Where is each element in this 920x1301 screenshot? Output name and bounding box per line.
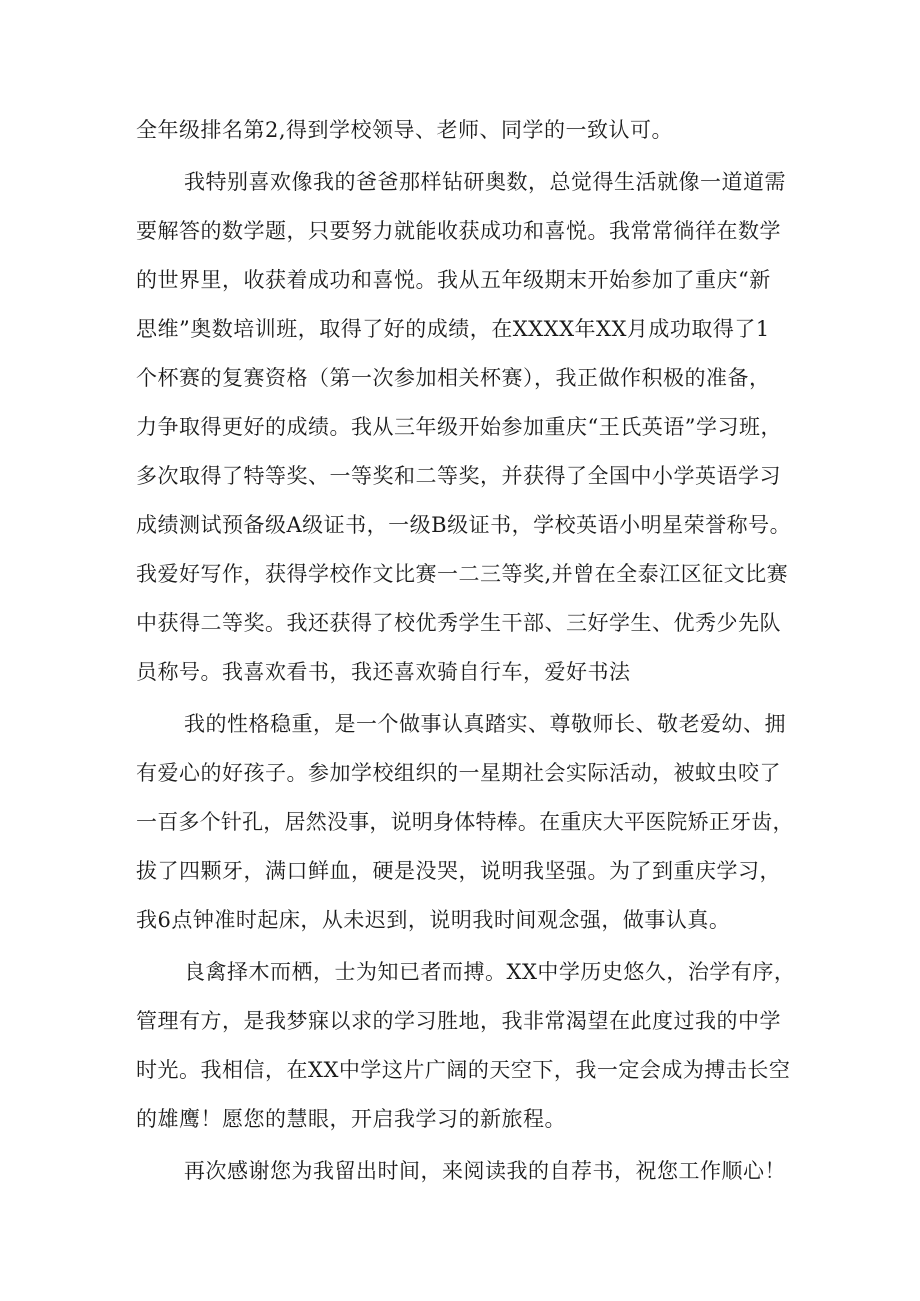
text-line-22: 再次感谢您为我留出时间，来阅读我的自荐书，祝您工作顺心！ bbox=[184, 1159, 786, 1183]
text-line-1: 全年级排名第2,得到学校领导、老师、同学的一致认可。 bbox=[136, 118, 674, 142]
text-line-17: 我6点钟准时起床，从未迟到，说明我时间观念强，做事认真。 bbox=[136, 908, 731, 932]
text-line-12: 员称号。我喜欢看书，我还喜欢骑自行车，爱好书法 bbox=[136, 660, 631, 684]
text-line-18: 良禽择木而栖，士为知已者而搏。XX中学历史悠久，治学有序， bbox=[184, 960, 796, 984]
text-line-11: 中获得二等奖。我还获得了校优秀学生干部、三好学生、优秀少先队 bbox=[136, 611, 781, 635]
text-line-9: 成绩测试预备级A级证书，一级B级证书，学校英语小明星荣誉称号。 bbox=[136, 513, 792, 537]
text-line-6: 个杯赛的复赛资格（第一次参加相关杯赛），我正做作积极的准备， bbox=[136, 366, 771, 390]
text-line-7: 力争取得更好的成绩。我从三年级开始参加重庆“王氏英语”学习班， bbox=[136, 415, 782, 439]
text-line-20: 时光。我相信，在XX中学这片广阔的天空下，我一定会成为搏击长空 bbox=[136, 1058, 791, 1082]
text-line-3: 要解答的数学题，只要努力就能收获成功和喜悦。我常常徜徉在数学 bbox=[136, 219, 781, 243]
text-line-2: 我特别喜欢像我的爸爸那样钻研奥数，总觉得生活就像一道道需 bbox=[184, 170, 786, 194]
text-line-8: 多次取得了特等奖、一等奖和二等奖，并获得了全国中小学英语学习 bbox=[136, 464, 781, 488]
text-line-16: 拔了四颗牙，满口鲜血，硬是没哭，说明我坚强。为了到重庆学习， bbox=[136, 859, 781, 883]
text-line-4: 的世界里，收获着成功和喜悦。我从五年级期末开始参加了重庆“新 bbox=[136, 268, 771, 292]
text-line-19: 管理有方，是我梦寐以求的学习胜地，我非常渴望在此度过我的中学 bbox=[136, 1009, 781, 1033]
text-line-5: 思维”奥数培训班，取得了好的成绩，在XXXX年XX月成功取得了1 bbox=[136, 317, 770, 341]
text-line-15: 一百多个针孔，居然没事，说明身体特棒。在重庆大平医院矫正牙齿， bbox=[136, 810, 794, 834]
text-line-10: 我爱好写作，获得学校作文比赛一二三等奖,并曾在全泰江区征文比赛 bbox=[136, 562, 789, 586]
text-line-14: 有爱心的好孩子。参加学校组织的一星期社会实际活动，被蚊虫咬了 bbox=[136, 761, 781, 785]
text-line-21: 的雄鹰！愿您的慧眼，开启我学习的新旅程。 bbox=[136, 1107, 566, 1131]
text-line-13: 我的性格稳重，是一个做事认真踏实、尊敬师长、敬老爱幼、拥 bbox=[184, 712, 786, 736]
